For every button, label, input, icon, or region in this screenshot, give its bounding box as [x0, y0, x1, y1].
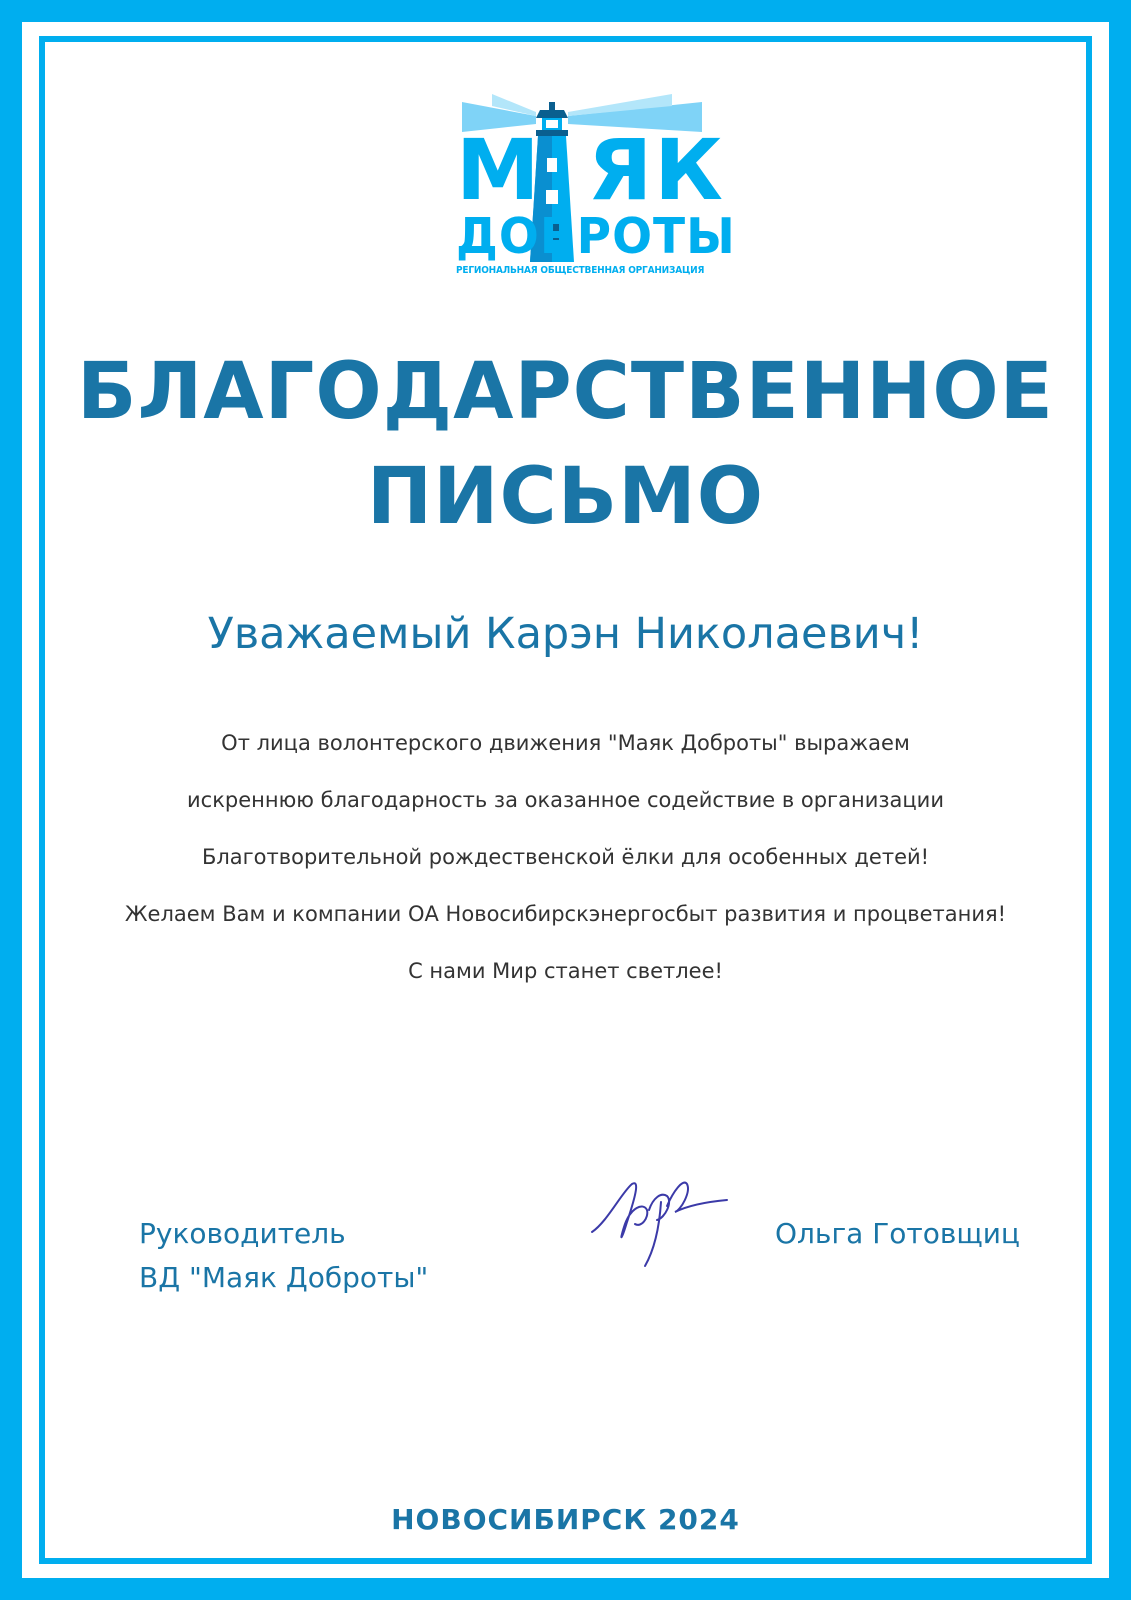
- handwritten-signature: [587, 1162, 737, 1282]
- body-line-2: искреннюю благодарность за оказанное содействие в организации: [187, 788, 944, 812]
- logo-letter-m: М: [456, 121, 542, 219]
- title-line-2: ПИСЬМО: [366, 452, 765, 542]
- signatory-role: [139, 1212, 428, 1300]
- signatory-role-line-1: Руководитель: [139, 1217, 346, 1250]
- body-line-3: Благотворительной рождественской ёлки для особенных детей!: [201, 845, 930, 869]
- logo-wordmark-dobroty: ДОБРОТЫ: [456, 207, 736, 266]
- logo-subtitle: РЕГИОНАЛЬНАЯ ОБЩЕСТВЕННАЯ ОРГАНИЗАЦИЯ: [456, 265, 705, 276]
- body-line-5: С нами Мир станет светлее!: [408, 959, 723, 983]
- logo-letters-yak: ЯК: [587, 121, 725, 219]
- greeting: Уважаемый Карэн Николаевич!: [207, 609, 924, 659]
- body-line-1: От лица волонтерского движения "Маяк Доброты" выражаем: [221, 731, 910, 755]
- body-line-4: Желаем Вам и компании ОА Новосибирскэнергосбыт развития и процветания!: [124, 902, 1007, 926]
- footer-city-year: НОВОСИБИРСК 2024: [391, 1503, 740, 1536]
- logo: [432, 72, 736, 297]
- title-line-1: БЛАГОДАРСТВЕННОЕ: [77, 347, 1054, 437]
- signatory-name: Ольга Готовщиц: [775, 1217, 1020, 1250]
- signatory-role-line-2: ВД "Маяк Доброты": [139, 1261, 429, 1294]
